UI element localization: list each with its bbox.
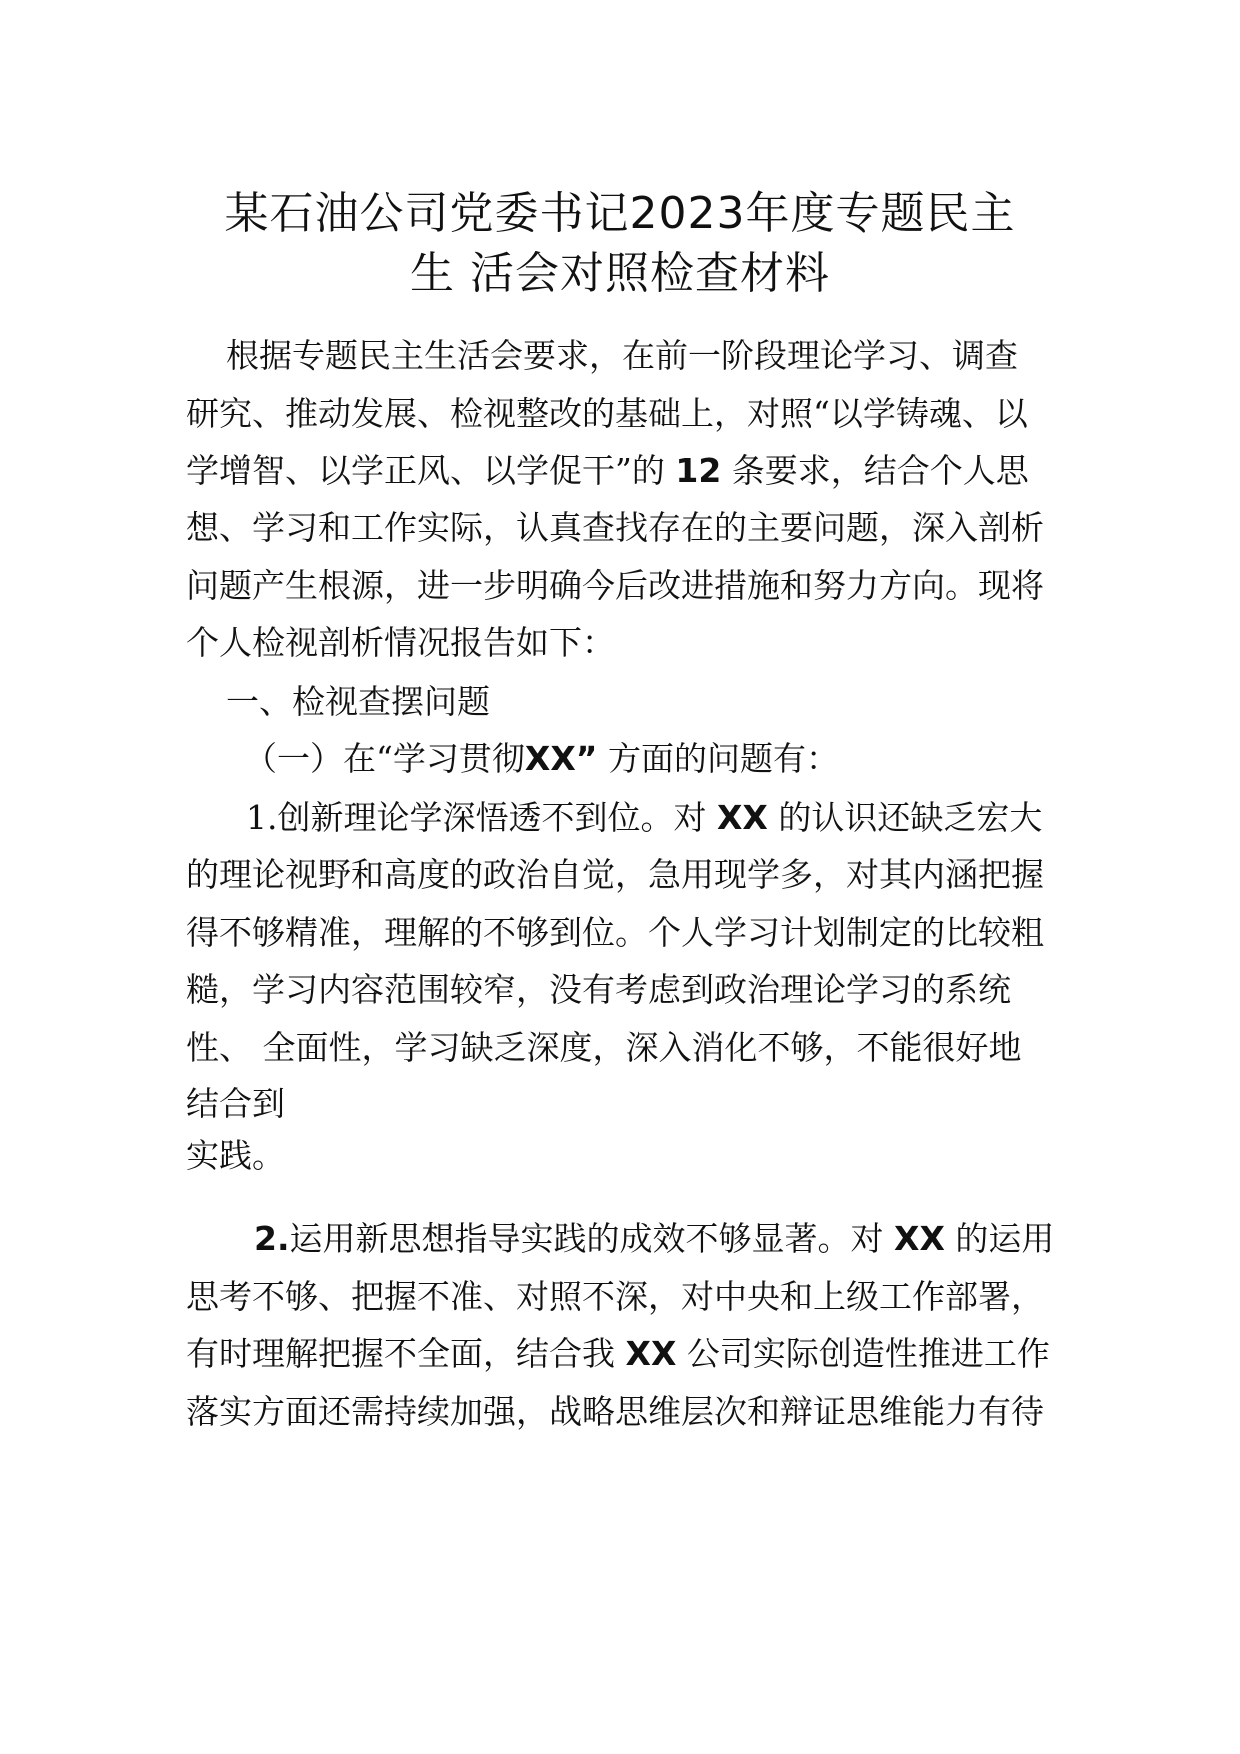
item2-line-1: [254, 1217, 1054, 1261]
item2-line-3: [186, 1332, 1050, 1376]
item2-line-3-a: 有时理解把握不全面，结合我: [186, 1334, 626, 1373]
item1-line-1-c: 的认识还缺乏宏大: [767, 798, 1043, 837]
item2-line-1-bold: XX: [894, 1219, 945, 1258]
document-title-line-2: 生 活会对照检查材料: [410, 248, 830, 299]
intro-line-3-tail: 条要求，结合个人思: [721, 451, 1029, 490]
item1-line-2: 的理论视野和高度的政治自觉，急用现学多，对其内涵把握: [186, 855, 1044, 894]
intro-line-2: 研究、推动发展、检视整改的基础上，对照“以学铸魂、以: [186, 394, 1028, 433]
document-title-line-1: 某石油公司党委书记2023年度专题民主: [224, 188, 1016, 239]
item1-line-1: [246, 796, 1042, 840]
intro-line-4: 想、学习和工作实际，认真查找存在的主要问题，深入剖析: [186, 508, 1044, 547]
item2-line-1-a: 运用新思想指导实践的成效不够显著。对: [289, 1219, 894, 1258]
item2-line-2: 思考不够、把握不准、对照不深，对中央和上级工作部署，: [186, 1277, 1044, 1316]
item1-line-5: 性、 全面性，学习缺乏深度，深入消化不够，不能很好地: [186, 1028, 1022, 1067]
item2-number: 2.: [254, 1219, 290, 1258]
item2-line-4: 落实方面还需持续加强，战略思维层次和辩证思维能力有待: [186, 1392, 1044, 1431]
item1-line-6: 结合到: [186, 1084, 285, 1123]
intro-number-12: 12: [675, 451, 722, 490]
subsection-heading-suffix: 方面的问题有：: [597, 739, 839, 778]
subsection-heading-bold: XX”: [524, 739, 598, 778]
item2-line-1-c: 的运用: [944, 1219, 1055, 1258]
item1-line-7: 实践。: [186, 1136, 285, 1175]
intro-line-6: 个人检视剖析情况报告如下：: [186, 623, 615, 662]
item1-line-4: 糙，学习内容范围较窄，没有考虑到政治理论学习的系统: [186, 970, 1011, 1009]
item2-line-3-bold: XX: [625, 1334, 677, 1373]
item1-line-1-a: 1.创新理论学深悟透不到位。对: [246, 798, 717, 837]
subsection-heading-1: [244, 737, 839, 781]
item1-line-1-bold: XX: [716, 798, 768, 837]
intro-line-3: [186, 449, 1029, 493]
item2-line-3-c: 公司实际创造性推进工作: [676, 1334, 1050, 1373]
section-heading-1: 一、检视查摆问题: [226, 682, 490, 721]
intro-line-3-text: 学增智、以学正风、以学促干”的: [186, 451, 676, 490]
intro-line-5: 问题产生根源，进一步明确今后改进措施和努力方向。现将: [186, 566, 1044, 605]
intro-line-1: 根据专题民主生活会要求，在前一阶段理论学习、调查: [226, 336, 1018, 375]
subsection-heading-prefix: （一）在“学习贯彻: [244, 739, 525, 778]
item1-line-3: 得不够精准，理解的不够到位。个人学习计划制定的比较粗: [186, 913, 1044, 952]
